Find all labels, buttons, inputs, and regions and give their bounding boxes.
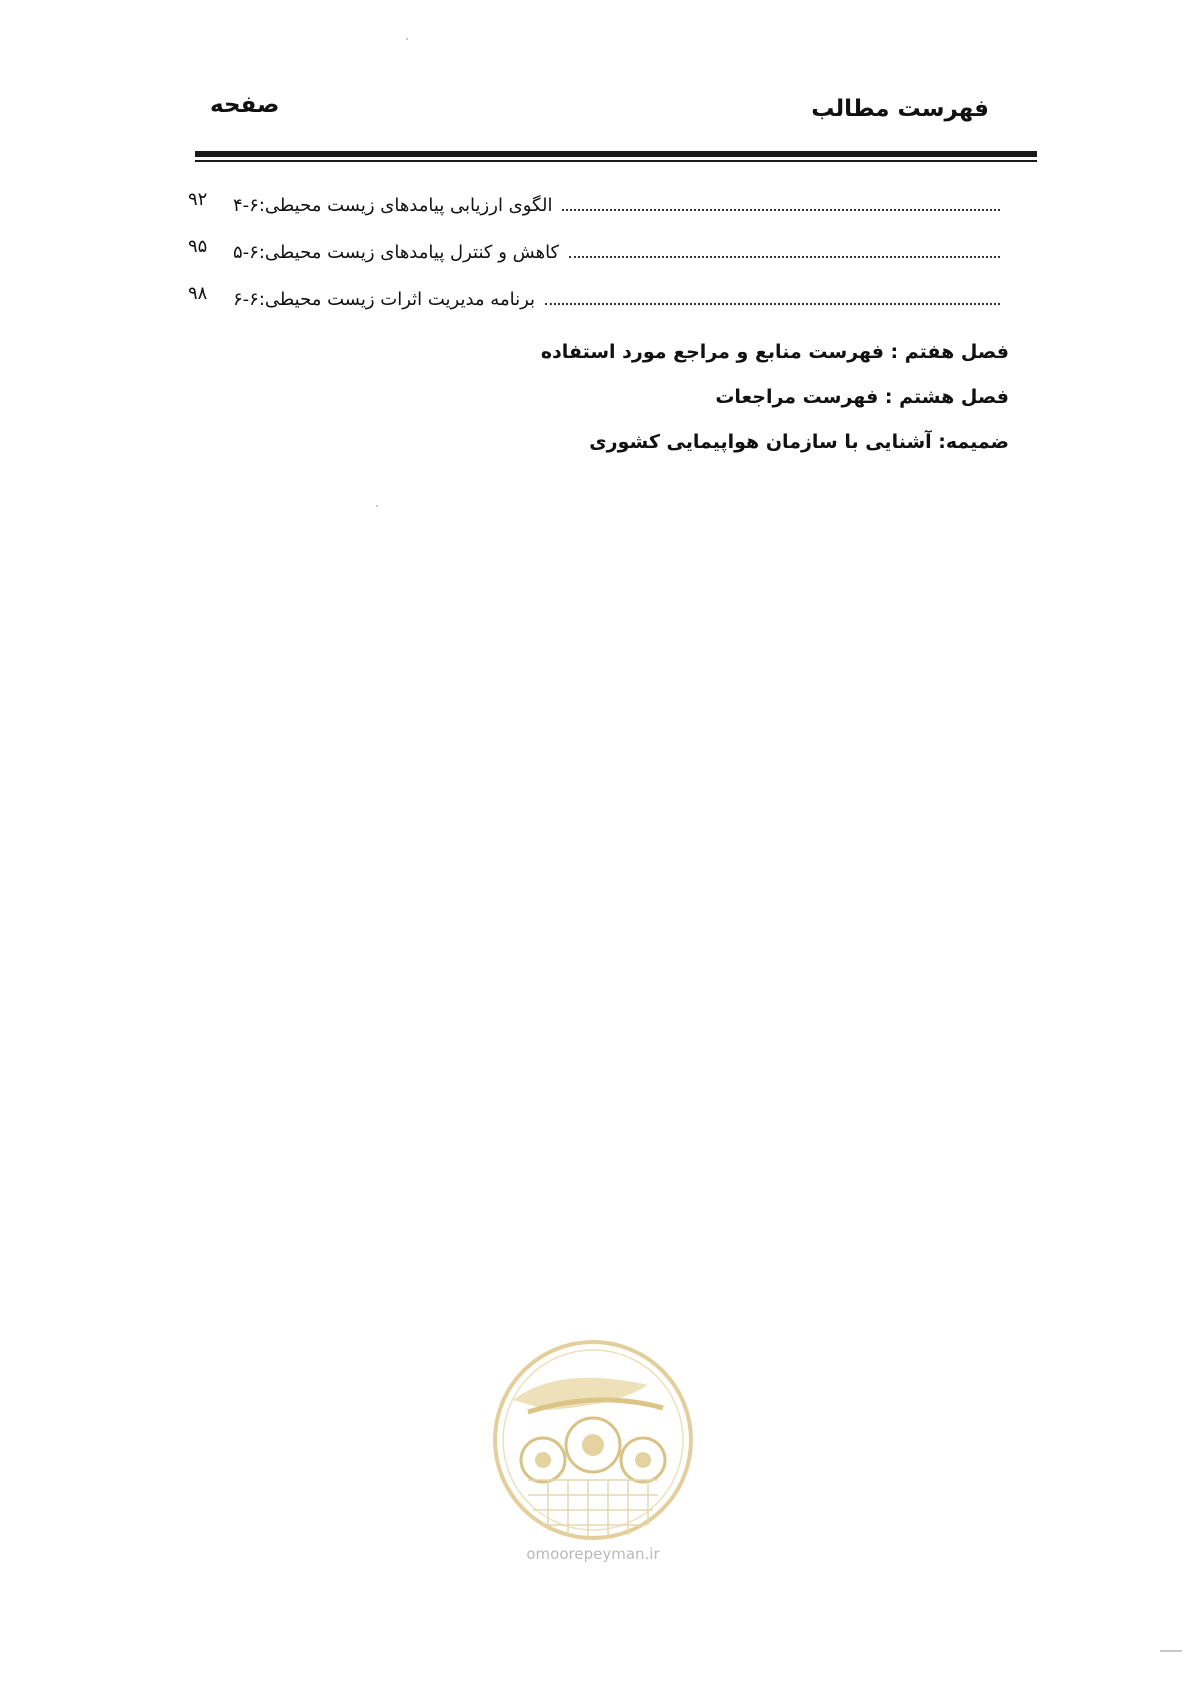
table-of-contents	[180, 189, 1010, 336]
toc-row[interactable]	[180, 236, 1010, 289]
chapter-list	[309, 337, 1009, 472]
toc-section-title: کاهش و کنترل پیامدهای زیست محیطی	[264, 242, 560, 263]
scan-speck	[1160, 1650, 1182, 1652]
watermark-caption: omoorepeyman.ir	[526, 1545, 660, 1563]
page-column-label: صفحه	[210, 92, 280, 118]
toc-section-number: ۴-۶:	[233, 195, 265, 216]
toc-section-title: الگوی ارزیابی پیامدهای زیست محیطی	[264, 195, 553, 216]
toc-dot-leader	[569, 255, 1000, 258]
toc-row[interactable]	[180, 189, 1010, 242]
page-title: فهرست مطالب	[811, 96, 989, 122]
toc-dot-leader	[545, 302, 1000, 305]
chapter-heading-8[interactable]: فصل هشتم : فهرست مراجعات	[715, 386, 1009, 408]
header-rule	[195, 151, 1037, 157]
scan-speck	[406, 38, 408, 40]
scan-speck	[376, 505, 378, 507]
toc-entry	[225, 289, 1010, 310]
watermark-logo-icon	[488, 1330, 698, 1570]
toc-page-number: ۹۵	[188, 236, 208, 257]
toc-section-number: ۶-۶:	[233, 289, 265, 310]
appendix-heading[interactable]: ضمیمه: آشنایی با سازمان هواپیمایی کشوری	[589, 431, 1009, 453]
toc-section-title: برنامه مدیریت اثرات زیست محیطی	[264, 289, 536, 310]
toc-entry	[225, 195, 1010, 216]
header-rule-thin	[195, 160, 1037, 162]
page-header	[195, 92, 1015, 142]
toc-page-number: ۹۲	[188, 189, 208, 210]
toc-page-number: ۹۸	[188, 283, 208, 304]
toc-row[interactable]	[180, 283, 1010, 336]
chapter-heading-7[interactable]: فصل هفتم : فهرست منابع و مراجع مورد استفاده	[540, 341, 1009, 363]
toc-entry	[225, 242, 1010, 263]
toc-dot-leader	[562, 208, 1000, 211]
toc-section-number: ۵-۶:	[233, 242, 265, 263]
